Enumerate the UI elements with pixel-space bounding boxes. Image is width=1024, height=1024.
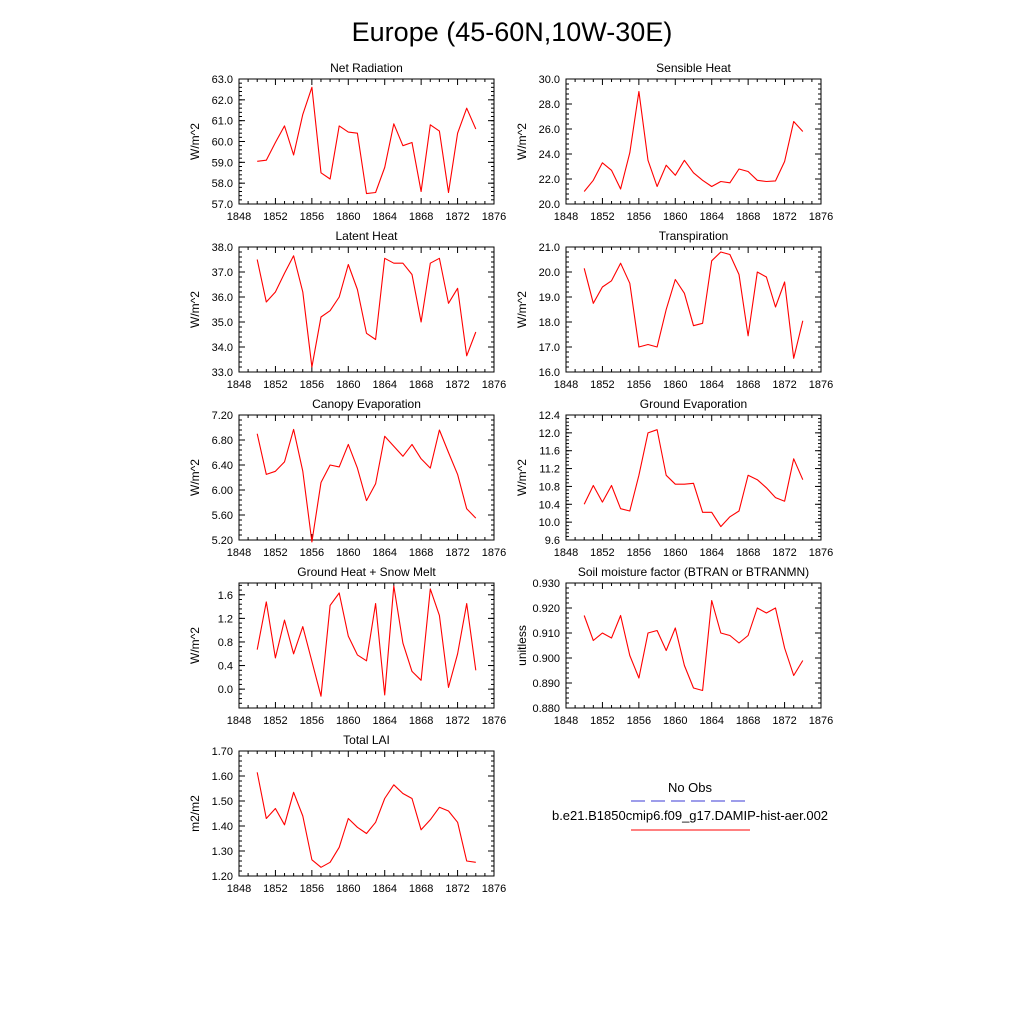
x-tick-label: 1876 xyxy=(808,211,834,223)
x-tick-label: 1872 xyxy=(772,211,797,223)
y-tick-label: 1.30 xyxy=(211,846,233,858)
y-tick-label: 1.20 xyxy=(211,871,233,883)
y-tick-label: 35.0 xyxy=(211,317,233,329)
figure-title: Europe (45-60N,10W-30E) xyxy=(351,17,673,47)
y-tick-label: 6.80 xyxy=(211,435,233,447)
panel-title: Total LAI xyxy=(343,733,390,747)
panels xyxy=(188,61,833,895)
y-tick-label: 36.0 xyxy=(211,292,233,304)
x-tick-label: 1872 xyxy=(445,883,470,895)
series-line xyxy=(584,430,803,527)
y-tick-label: 59.0 xyxy=(211,157,233,170)
x-tick-label: 1852 xyxy=(263,211,288,223)
x-tick-label: 1848 xyxy=(553,379,579,391)
y-tick-label: 61.0 xyxy=(211,115,233,128)
y-tick-label: 21.0 xyxy=(538,242,560,254)
y-tick-label: 0.0 xyxy=(217,684,233,697)
y-tick-label: 5.60 xyxy=(211,510,233,522)
x-tick-label: 1852 xyxy=(590,379,615,391)
y-tick-label: 11.6 xyxy=(539,445,560,458)
y-tick-label: 7.20 xyxy=(211,410,233,422)
panel-3 xyxy=(515,229,833,391)
y-tick-label: 6.40 xyxy=(211,460,233,472)
y-tick-label: 1.2 xyxy=(217,613,233,626)
panel-title: Transpiration xyxy=(658,229,729,243)
x-tick-label: 1856 xyxy=(299,715,325,727)
x-tick-label: 1872 xyxy=(445,379,470,391)
plot-frame xyxy=(566,79,821,204)
legend xyxy=(552,780,828,830)
x-tick-label: 1852 xyxy=(263,715,288,727)
x-tick-label: 1868 xyxy=(408,715,434,727)
y-axis-label: unitless xyxy=(515,625,529,666)
y-tick-label: 28.0 xyxy=(538,99,560,111)
panel-title: Sensible Heat xyxy=(656,61,731,75)
x-tick-label: 1852 xyxy=(590,211,615,223)
x-tick-label: 1856 xyxy=(299,379,325,391)
x-tick-label: 1868 xyxy=(408,211,434,223)
x-tick-label: 1864 xyxy=(372,211,397,223)
y-tick-label: 12.4 xyxy=(538,410,560,422)
series-line xyxy=(257,87,476,193)
y-tick-label: 0.4 xyxy=(217,660,233,673)
y-tick-label: 0.8 xyxy=(217,636,233,649)
x-tick-label: 1848 xyxy=(226,715,252,727)
x-tick-label: 1848 xyxy=(226,211,252,223)
x-tick-label: 1852 xyxy=(263,379,288,391)
x-tick-label: 1868 xyxy=(735,715,761,727)
x-tick-label: 1872 xyxy=(772,379,797,391)
x-tick-label: 1856 xyxy=(299,883,325,895)
y-tick-label: 10.4 xyxy=(538,499,560,512)
x-tick-label: 1856 xyxy=(299,211,325,223)
series-line xyxy=(584,601,803,691)
plot-frame xyxy=(566,583,821,708)
y-tick-label: 1.50 xyxy=(211,796,233,808)
x-tick-label: 1852 xyxy=(590,547,615,559)
panel-title: Latent Heat xyxy=(335,229,398,243)
x-tick-label: 1864 xyxy=(699,547,724,559)
y-tick-label: 1.40 xyxy=(211,821,233,833)
x-tick-label: 1856 xyxy=(626,715,652,727)
series-line xyxy=(257,772,476,867)
x-tick-label: 1864 xyxy=(372,883,397,895)
x-tick-label: 1860 xyxy=(663,715,688,727)
y-tick-label: 0.920 xyxy=(532,603,560,615)
y-tick-label: 5.20 xyxy=(211,535,233,547)
panel-8 xyxy=(188,733,506,895)
x-tick-label: 1872 xyxy=(445,211,470,223)
y-tick-label: 38.0 xyxy=(211,242,233,254)
y-tick-label: 20.0 xyxy=(538,267,560,279)
y-tick-label: 17.0 xyxy=(538,342,560,354)
y-tick-label: 62.0 xyxy=(211,94,233,107)
plot-frame xyxy=(566,415,821,540)
y-tick-label: 18.0 xyxy=(538,317,560,329)
x-tick-label: 1876 xyxy=(808,715,834,727)
y-tick-label: 26.0 xyxy=(538,124,560,136)
x-tick-label: 1856 xyxy=(626,211,652,223)
x-tick-label: 1872 xyxy=(772,715,797,727)
x-tick-label: 1868 xyxy=(408,379,434,391)
x-tick-label: 1860 xyxy=(336,211,361,223)
y-tick-label: 24.0 xyxy=(538,149,560,161)
x-tick-label: 1872 xyxy=(445,547,470,559)
panel-6 xyxy=(188,565,506,727)
series-line xyxy=(257,429,476,542)
y-tick-label: 0.930 xyxy=(532,578,560,590)
y-tick-label: 1.70 xyxy=(211,746,233,758)
x-tick-label: 1868 xyxy=(735,211,761,223)
y-axis-label: W/m^2 xyxy=(188,459,202,496)
x-tick-label: 1848 xyxy=(553,211,579,223)
x-tick-label: 1860 xyxy=(336,547,361,559)
panel-title: Net Radiation xyxy=(330,61,403,75)
x-tick-label: 1872 xyxy=(445,715,470,727)
x-tick-label: 1852 xyxy=(263,547,288,559)
x-tick-label: 1876 xyxy=(481,211,507,223)
y-tick-label: 37.0 xyxy=(211,267,233,279)
x-tick-label: 1868 xyxy=(735,379,761,391)
x-tick-label: 1848 xyxy=(226,883,252,895)
x-tick-label: 1868 xyxy=(408,883,434,895)
y-tick-label: 11.2 xyxy=(539,463,560,476)
x-tick-label: 1868 xyxy=(408,547,434,559)
x-tick-label: 1848 xyxy=(553,715,579,727)
panel-1 xyxy=(515,61,833,223)
x-tick-label: 1872 xyxy=(772,547,797,559)
y-axis-label: W/m^2 xyxy=(515,459,529,496)
series-line xyxy=(257,256,476,367)
panel-0 xyxy=(188,61,506,223)
y-tick-label: 16.0 xyxy=(538,367,560,379)
x-tick-label: 1876 xyxy=(808,547,834,559)
y-tick-label: 19.0 xyxy=(538,292,560,304)
y-tick-label: 33.0 xyxy=(211,367,233,379)
plot-frame xyxy=(239,415,494,540)
plot-frame xyxy=(239,247,494,372)
panel-title: Canopy Evaporation xyxy=(312,397,421,411)
x-tick-label: 1856 xyxy=(626,547,652,559)
plot-frame xyxy=(239,751,494,876)
y-tick-label: 63.0 xyxy=(211,74,233,86)
y-tick-label: 58.0 xyxy=(211,178,233,191)
x-tick-label: 1848 xyxy=(226,547,252,559)
y-tick-label: 9.6 xyxy=(544,535,560,547)
x-tick-label: 1852 xyxy=(263,883,288,895)
x-tick-label: 1864 xyxy=(372,379,397,391)
y-axis-label: W/m^2 xyxy=(515,123,529,160)
panel-2 xyxy=(188,229,506,391)
x-tick-label: 1860 xyxy=(336,379,361,391)
legend-obs-label: No Obs xyxy=(667,780,713,795)
y-tick-label: 10.8 xyxy=(538,481,560,494)
x-tick-label: 1876 xyxy=(481,547,507,559)
x-tick-label: 1848 xyxy=(553,547,579,559)
y-tick-label: 6.00 xyxy=(211,485,233,497)
y-tick-label: 30.0 xyxy=(538,74,560,86)
x-tick-label: 1876 xyxy=(481,715,507,727)
plot-frame xyxy=(239,583,494,708)
x-tick-label: 1848 xyxy=(226,379,252,391)
x-tick-label: 1876 xyxy=(481,883,507,895)
x-tick-label: 1876 xyxy=(808,379,834,391)
y-tick-label: 1.6 xyxy=(217,589,233,602)
y-tick-label: 1.60 xyxy=(211,771,233,783)
y-tick-label: 0.880 xyxy=(532,703,560,715)
panel-7 xyxy=(515,565,833,727)
y-axis-label: W/m^2 xyxy=(515,291,529,328)
x-tick-label: 1864 xyxy=(699,211,724,223)
x-tick-label: 1860 xyxy=(663,379,688,391)
y-tick-label: 0.890 xyxy=(532,678,560,690)
panel-title: Soil moisture factor (BTRAN or BTRANMN) xyxy=(577,565,810,579)
x-tick-label: 1868 xyxy=(735,547,761,559)
x-tick-label: 1876 xyxy=(481,379,507,391)
y-axis-label: m2/m2 xyxy=(188,795,202,832)
x-tick-label: 1864 xyxy=(699,379,724,391)
x-tick-label: 1864 xyxy=(699,715,724,727)
x-tick-label: 1860 xyxy=(336,715,361,727)
y-tick-label: 57.0 xyxy=(211,199,233,211)
y-tick-label: 20.0 xyxy=(538,199,560,211)
x-tick-label: 1860 xyxy=(663,211,688,223)
y-tick-label: 22.0 xyxy=(538,174,560,186)
y-tick-label: 12.0 xyxy=(538,427,560,440)
panel-title: Ground Heat + Snow Melt xyxy=(297,565,436,579)
y-axis-label: W/m^2 xyxy=(188,123,202,160)
y-tick-label: 34.0 xyxy=(211,342,233,354)
y-tick-label: 10.0 xyxy=(538,517,560,530)
plot-frame xyxy=(239,79,494,204)
x-tick-label: 1860 xyxy=(336,883,361,895)
x-tick-label: 1860 xyxy=(663,547,688,559)
series-line xyxy=(584,252,803,358)
x-tick-label: 1864 xyxy=(372,715,397,727)
y-axis-label: W/m^2 xyxy=(188,627,202,664)
y-tick-label: 0.900 xyxy=(532,653,560,665)
x-tick-label: 1856 xyxy=(299,547,325,559)
y-tick-label: 60.0 xyxy=(211,136,233,149)
panel-5 xyxy=(515,397,833,559)
series-line xyxy=(584,92,803,192)
series-line xyxy=(257,586,476,696)
legend-model-label: b.e21.B1850cmip6.f09_g17.DAMIP-hist-aer.002 xyxy=(551,808,829,823)
panel-4 xyxy=(188,397,506,559)
y-axis-label: W/m^2 xyxy=(188,291,202,328)
x-tick-label: 1864 xyxy=(372,547,397,559)
y-tick-label: 0.910 xyxy=(532,628,560,640)
panel-title: Ground Evaporation xyxy=(639,397,748,411)
x-tick-label: 1856 xyxy=(626,379,652,391)
plot-frame xyxy=(566,247,821,372)
x-tick-label: 1852 xyxy=(590,715,615,727)
